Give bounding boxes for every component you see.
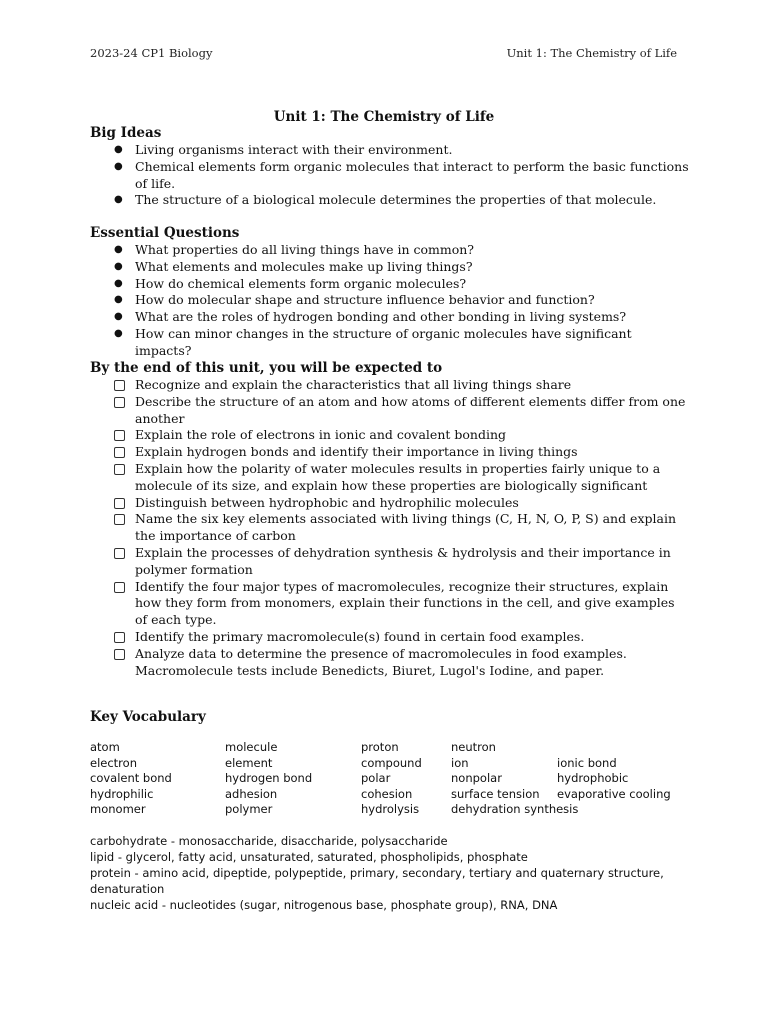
vocab-term: hydrophilic bbox=[90, 786, 154, 801]
vocabulary-heading: Key Vocabulary bbox=[90, 709, 206, 725]
checkbox[interactable] bbox=[114, 582, 125, 593]
checkbox[interactable] bbox=[114, 447, 125, 458]
list-item bbox=[90, 292, 690, 309]
list-item bbox=[90, 242, 690, 259]
header-unit: Unit 1: The Chemistry of Life bbox=[506, 46, 677, 60]
vocab-term: element bbox=[225, 755, 273, 770]
list-item bbox=[90, 259, 690, 276]
macro-line: lipid - glycerol, fatty acid, unsaturated, saturated, phospholipids, phosphate bbox=[90, 850, 528, 864]
checkbox[interactable] bbox=[114, 397, 125, 408]
list-item-text: Living organisms interact with their environment. bbox=[135, 142, 453, 157]
list-item-text: How do chemical elements form organic molecules? bbox=[135, 275, 467, 291]
checklist-item-text: Explain hydrogen bonds and identify their importance in living things bbox=[135, 444, 578, 460]
list-item bbox=[90, 192, 690, 209]
checklist-item-text: Explain the role of electrons in ionic and covalent bonding bbox=[135, 427, 507, 443]
checklist-item bbox=[90, 394, 690, 428]
essential-questions-heading: Essential Questions bbox=[90, 225, 240, 241]
checkbox[interactable] bbox=[114, 632, 125, 643]
vocab-term: polar bbox=[361, 771, 391, 786]
vocab-term: surface tension bbox=[451, 786, 540, 801]
vocab-term: cohesion bbox=[361, 786, 413, 801]
vocab-term: neutron bbox=[451, 740, 496, 754]
bullet-icon: ● bbox=[114, 244, 123, 255]
vocab-term: ion bbox=[451, 755, 469, 770]
bullet-icon: ● bbox=[114, 144, 123, 155]
vocab-term: dehydration synthesis bbox=[451, 802, 579, 817]
checklist-item bbox=[90, 495, 690, 512]
macro-line: nucleic acid - nucleotides (sugar, nitrogenous base, phosphate group), RNA, DNA bbox=[90, 898, 558, 912]
checklist-item bbox=[90, 579, 690, 629]
bullet-icon: ● bbox=[114, 327, 123, 339]
bullet-icon: ● bbox=[114, 294, 123, 306]
vocabulary-section bbox=[90, 709, 690, 726]
list-item-text: The structure of a biological molecule determines the properties of that molecule. bbox=[135, 192, 657, 208]
checkbox[interactable] bbox=[114, 498, 125, 509]
macromolecule-vocab bbox=[90, 833, 670, 913]
vocab-term: monomer bbox=[90, 802, 146, 817]
macro-line: carbohydrate - monosaccharide, disaccharide, polysaccharide bbox=[90, 834, 448, 848]
vocab-term: polymer bbox=[225, 802, 273, 817]
checklist-item-text: Identify the four major types of macromolecules, recognize their structures, explain how they form from monomers, explain their functions in the cell, and give examples of each type. bbox=[135, 578, 675, 628]
vocab-term: hydrophobic bbox=[557, 771, 629, 786]
checklist-item bbox=[90, 444, 690, 461]
checklist-item-text: Explain the processes of dehydration synthesis & hydrolysis and their importance in polymer formation bbox=[135, 544, 671, 577]
objectives-heading: By the end of this unit, you will be expected to bbox=[90, 360, 443, 376]
checklist-item-text: Explain how the polarity of water molecules results in properties fairly unique to a molecule of its size, and explain how these properties are biologically significant bbox=[135, 460, 661, 493]
checklist-item-text: Distinguish between hydrophobic and hydrophilic molecules bbox=[135, 494, 519, 510]
list-item-text: Chemical elements form organic molecules that interact to perform the basic functions of life. bbox=[135, 158, 689, 191]
header-course: 2023-24 CP1 Biology bbox=[90, 46, 213, 60]
vocab-term: evaporative cooling bbox=[557, 786, 671, 801]
checkbox[interactable] bbox=[114, 548, 125, 559]
checkbox[interactable] bbox=[114, 464, 125, 475]
bullet-icon: ● bbox=[114, 260, 123, 272]
list-item bbox=[90, 276, 690, 293]
list-item bbox=[90, 142, 690, 159]
objectives-checklist bbox=[90, 377, 690, 679]
list-item-text: What elements and molecules make up living things? bbox=[135, 258, 473, 274]
essential-questions-list bbox=[90, 242, 690, 360]
bullet-icon: ● bbox=[114, 277, 123, 289]
checkbox[interactable] bbox=[114, 380, 125, 391]
list-item-text: What are the roles of hydrogen bonding and other bonding in living systems? bbox=[135, 309, 627, 325]
big-ideas-heading: Big Ideas bbox=[90, 125, 162, 141]
checklist-item bbox=[90, 427, 690, 444]
bullet-icon: ● bbox=[114, 160, 123, 172]
page-title: Unit 1: The Chemistry of Life bbox=[273, 109, 495, 125]
vocab-term: proton bbox=[361, 740, 399, 754]
vocab-term: electron bbox=[90, 755, 137, 770]
checklist-item bbox=[90, 511, 690, 545]
checklist-item-text: Describe the structure of an atom and how atoms of different elements differ from one another bbox=[135, 393, 686, 426]
vocab-term: hydrolysis bbox=[361, 802, 420, 817]
vocab-term: nonpolar bbox=[451, 771, 502, 786]
objectives-section bbox=[90, 360, 690, 679]
vocab-term: hydrogen bond bbox=[225, 771, 313, 786]
list-item bbox=[90, 309, 690, 326]
checklist-item-text: Name the six key elements associated with living things (C, H, N, O, P, S) and explain the importance of carbon bbox=[135, 511, 676, 544]
list-item-text: How do molecular shape and structure influence behavior and function? bbox=[135, 292, 595, 308]
checklist-item-text: Analyze data to determine the presence of macromolecules in food examples. Macromolecule tests include Benedicts, Biuret, Lugol's Iodine, and paper. bbox=[135, 645, 627, 678]
bullet-icon: ● bbox=[114, 311, 123, 323]
big-ideas-list bbox=[90, 142, 690, 209]
checklist-item bbox=[90, 646, 690, 680]
checklist-item bbox=[90, 545, 690, 579]
list-item-text: What properties do all living things have in common? bbox=[135, 242, 475, 257]
vocab-term: atom bbox=[90, 740, 120, 754]
checklist-item-text: Recognize and explain the characteristics that all living things share bbox=[135, 377, 572, 392]
vocab-term: compound bbox=[361, 755, 422, 770]
list-item bbox=[90, 326, 690, 360]
essential-questions-section bbox=[90, 225, 690, 360]
vocab-term: adhesion bbox=[225, 786, 278, 801]
list-item bbox=[90, 159, 690, 193]
checklist-item bbox=[90, 461, 690, 495]
list-item-text: How can minor changes in the structure of organic molecules have significant impacts? bbox=[135, 325, 632, 358]
vocab-term: covalent bond bbox=[90, 771, 172, 786]
bullet-icon: ● bbox=[114, 194, 123, 206]
checklist-item-text: Identify the primary macromolecule(s) found in certain food examples. bbox=[135, 628, 585, 644]
big-ideas-section bbox=[90, 125, 690, 209]
vocab-term: molecule bbox=[225, 740, 278, 754]
checklist-item bbox=[90, 629, 690, 646]
checklist-item bbox=[90, 377, 690, 394]
macro-line: protein - amino acid, dipeptide, polypeptide, primary, secondary, tertiary and quaternary structure, denaturation bbox=[90, 866, 664, 896]
vocab-term: ionic bond bbox=[557, 755, 617, 770]
checkbox[interactable] bbox=[114, 649, 125, 660]
checkbox[interactable] bbox=[114, 514, 125, 525]
checkbox[interactable] bbox=[114, 430, 125, 441]
